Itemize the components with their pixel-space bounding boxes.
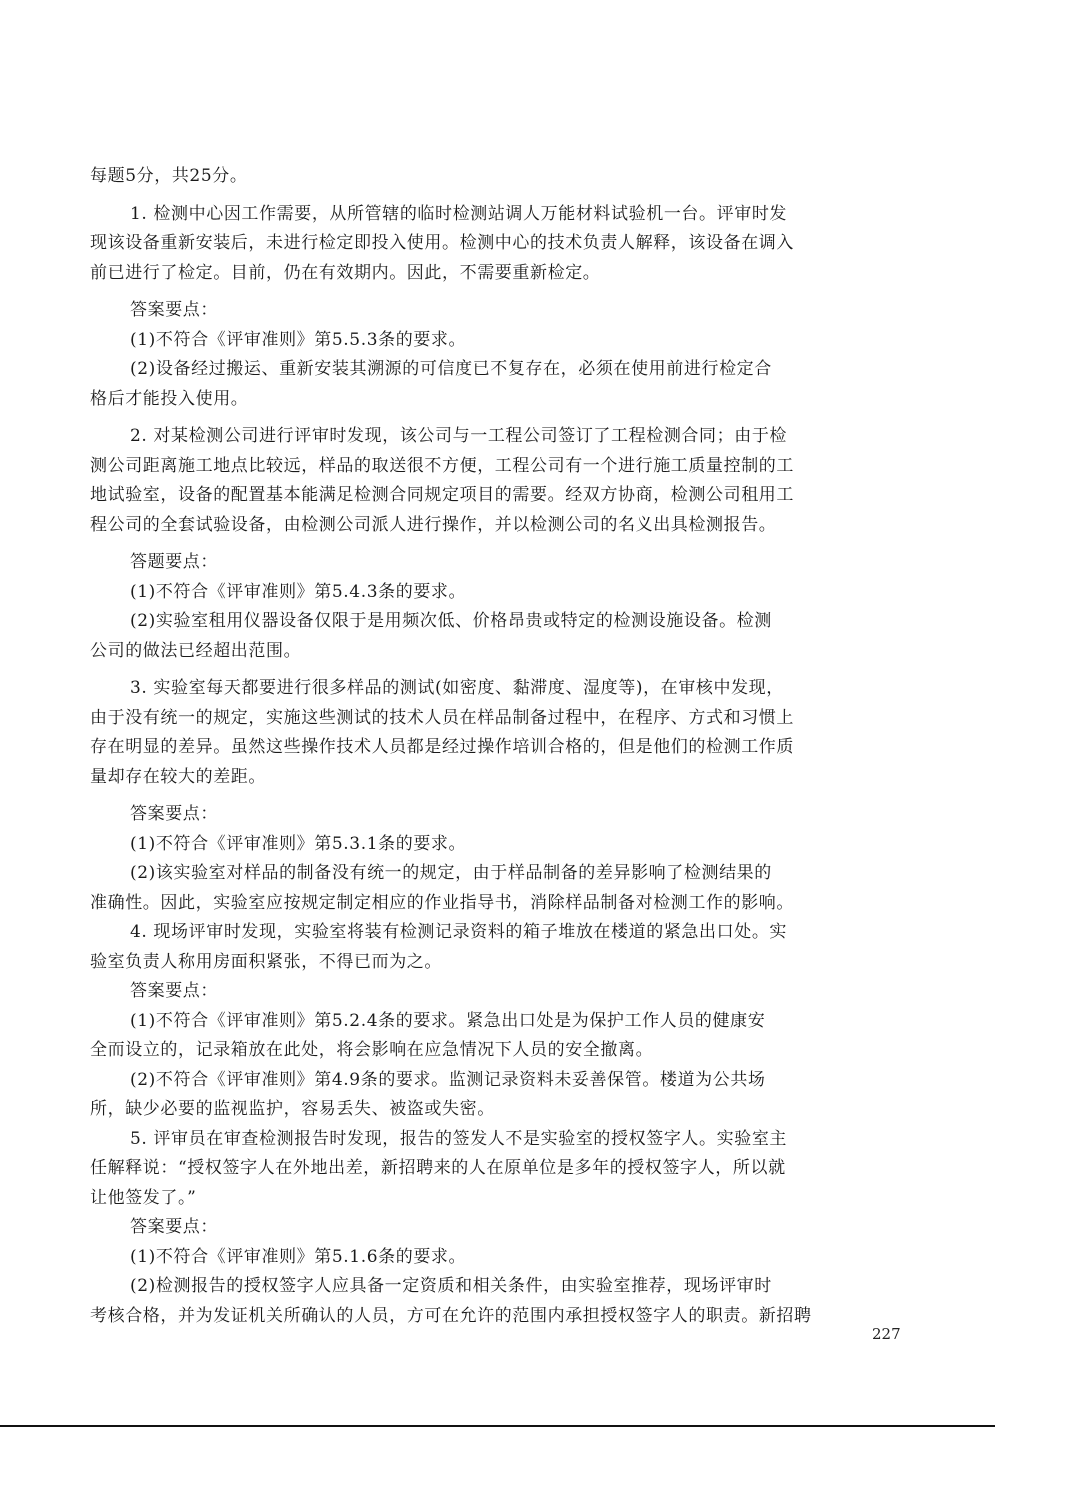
- text-line: (1)不符合《评审准则》第5.4.3条的要求。: [130, 581, 467, 602]
- question-4-line: 4. 现场评审时发现，实验室将装有检测记录资料的箱子堆放在楼道的紧急出口处。实: [130, 922, 788, 942]
- page-body: [90, 162, 920, 1331]
- text-line: 让他签发了。”: [90, 1187, 197, 1208]
- answer-heading: 答案要点：: [130, 1217, 218, 1237]
- text-line: 所，缺少必要的监视监护，容易丢失、被盗或失密。: [90, 1099, 495, 1119]
- question-1-line: 1. 检测中心因工作需要，从所管辖的临时检测站调人万能材料试验机一台。评审时发: [130, 203, 788, 224]
- text-line: (1)不符合《评审准则》第5.2.4条的要求。紧急出口处是为保护工作人员的健康安: [130, 1010, 766, 1031]
- text-line: 任解释说：“授权签字人在外地出差，新招聘来的人在原单位是多年的授权签字人，所以就: [90, 1158, 786, 1178]
- answer-heading: 答案要点：: [130, 300, 218, 320]
- text-line: 前已进行了检定。目前，仍在有效期内。因此，不需要重新检定。: [90, 262, 601, 283]
- answer-heading: 答案要点：: [130, 981, 218, 1001]
- text-line: 验室负责人称用房面积紧张，不得已而为之。: [90, 951, 442, 972]
- answer-heading: 答题要点：: [130, 552, 218, 572]
- text-line: (2)检测报告的授权签字人应具备一定资质和相关条件，由实验室推荐，现场评审时: [130, 1276, 772, 1296]
- text-line: (1)不符合《评审准则》第5.1.6条的要求。: [130, 1246, 467, 1267]
- text-line: 存在明显的差异。虽然这些操作技术人员都是经过操作培训合格的，但是他们的检测工作质: [90, 737, 794, 757]
- text-line: (1)不符合《评审准则》第5.3.1条的要求。: [130, 833, 467, 854]
- text-line: 地试验室，设备的配置基本能满足检测合同规定项目的需要。经双方协商，检测公司租用工: [90, 485, 794, 505]
- text-line: 公司的做法已经超出范围。: [90, 640, 302, 661]
- text-line: 格后才能投入使用。: [90, 388, 249, 409]
- text-line: (2)实验室租用仪器设备仅限于是用频次低、价格昂贵或特定的检测设施设备。检测: [130, 611, 772, 631]
- text-line: (2)该实验室对样品的制备没有统一的规定，由于样品制备的差异影响了检测结果的: [130, 863, 772, 883]
- text-line: 测公司距离施工地点比较远，样品的取送很不方便，工程公司有一个进行施工质量控制的工: [90, 455, 794, 476]
- text-line: 由于没有统一的规定，实施这些测试的技术人员在样品制备过程中，在程序、方式和习惯上: [90, 707, 794, 728]
- text-line: 准确性。因此，实验室应按规定制定相应的作业指导书，消除样品制备对检测工作的影响。: [90, 892, 794, 913]
- text-line: (2)不符合《评审准则》第4.9条的要求。监测记录资料未妥善保管。楼道为公共场: [130, 1069, 766, 1090]
- bottom-divider: [0, 1425, 995, 1427]
- text-line: 量却存在较大的差距。: [90, 766, 266, 787]
- question-2-line: 2. 对某检测公司进行评审时发现，该公司与一工程公司签订了工程检测合同；由于检: [130, 426, 788, 446]
- answer-heading: 答案要点：: [130, 804, 218, 824]
- text-line: 程公司的全套试验设备，由检测公司派人进行操作，并以检测公司的名义出具检测报告。: [90, 514, 777, 535]
- text-line: (1)不符合《评审准则》第5.5.3条的要求。: [130, 329, 467, 350]
- question-5-line: 5. 评审员在审查检测报告时发现，报告的签发人不是实验室的授权签字人。实验室主: [130, 1128, 788, 1149]
- text-line: 现该设备重新安装后，未进行检定即投入使用。检测中心的技术负责人解释，该设备在调入: [90, 233, 794, 253]
- text-line: 每题5分，共25分。: [90, 166, 248, 186]
- question-3-line: 3. 实验室每天都要进行很多样品的测试(如密度、黏滞度、湿度等)，在审核中发现，: [130, 678, 784, 698]
- text-line: 全而设立的，记录箱放在此处，将会影响在应急情况下人员的安全撤离。: [90, 1040, 654, 1060]
- page-number: 227: [872, 1325, 901, 1343]
- text-line: (2)设备经过搬运、重新安装其溯源的可信度已不复存在，必须在使用前进行检定合: [130, 359, 772, 379]
- text-line: 考核合格，并为发证机关所确认的人员，方可在允许的范围内承担授权签字人的职责。新招聘: [90, 1305, 812, 1326]
